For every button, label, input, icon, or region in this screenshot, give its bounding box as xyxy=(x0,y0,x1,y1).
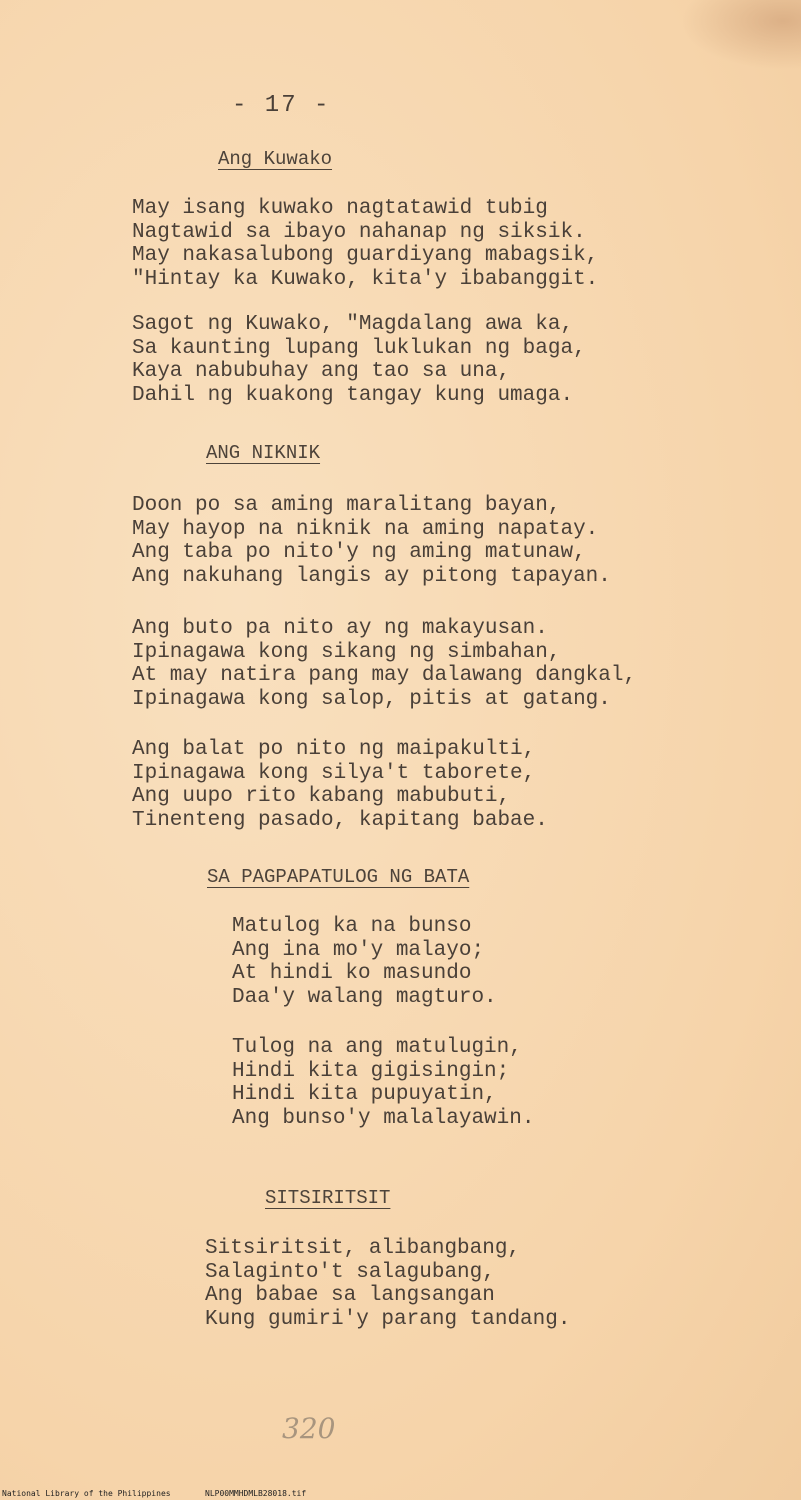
paper-stain xyxy=(681,0,801,70)
handwritten-page-number: 320 xyxy=(282,1412,336,1445)
poem-title-sa-pagpapatulog-ng-bata: SA PAGPAPATULOG NG BATA xyxy=(207,866,470,888)
verse-line: May hayop na niknik na aming napatay. xyxy=(132,517,599,541)
poem-2-stanza-2 xyxy=(132,617,636,711)
poem-2-stanza-1 xyxy=(132,494,611,588)
verse-line: Nagtawid sa ibayo nahanap ng siksik. xyxy=(132,220,586,244)
verse-line: Ang balat po nito ng maipakulti, xyxy=(132,738,536,761)
poem-1-stanza-2 xyxy=(132,313,586,407)
verse-line: Salaginto't salagubang, xyxy=(205,1260,495,1284)
verse-line: Hindi kita pupuyatin, xyxy=(232,1083,497,1106)
verse-line: Sitsiritsit, alibangbang, xyxy=(205,1237,521,1260)
poem-2-stanza-3 xyxy=(132,738,548,832)
verse-line: At may natira pang may dalawang dangkal, xyxy=(132,664,637,687)
verse-line: Ipinagawa kong silya't taborete, xyxy=(132,761,536,785)
page-number: - 17 - xyxy=(232,92,331,119)
verse-line: Tulog na ang matulugin, xyxy=(232,1036,522,1059)
verse-line: Kung gumiri'y parang tandang. xyxy=(205,1307,571,1331)
verse-line: Kaya nabubuhay ang tao sa una, xyxy=(132,360,511,383)
verse-line: Hindi kita gigisingin; xyxy=(232,1059,510,1083)
verse-line: Ang buto pa nito ay ng makayusan. xyxy=(132,617,548,640)
footer-library-name: National Library of the Philippines xyxy=(2,1489,171,1498)
verse-line: May isang kuwako nagtatawid tubig xyxy=(132,197,548,220)
verse-line: Tinenteng pasado, kapitang babae. xyxy=(132,808,548,832)
poem-title-ang-kuwako: Ang Kuwako xyxy=(218,148,333,170)
verse-line: Ang ina mo'y malayo; xyxy=(232,938,485,962)
verse-line: Ang babae sa langsangan xyxy=(205,1284,495,1307)
verse-line: Sagot ng Kuwako, "Magdalang awa ka, xyxy=(132,313,574,336)
verse-line: Daa'y walang magturo. xyxy=(232,985,497,1009)
verse-line: Dahil ng kuakong tangay kung umaga. xyxy=(132,383,574,407)
poem-title-ang-niknik: ANG NIKNIK xyxy=(206,442,321,464)
verse-line: Ipinagawa kong sikang ng simbahan, xyxy=(132,640,561,664)
poem-1-stanza-1 xyxy=(132,197,598,291)
poem-3-stanza-2 xyxy=(232,1036,534,1130)
verse-line: Doon po sa aming maralitang bayan, xyxy=(132,494,561,517)
verse-line: Ang uupo rito kabang mabubuti, xyxy=(132,785,511,808)
poem-3-stanza-1 xyxy=(232,915,497,1009)
verse-line: Ang taba po nito'y ng aming matunaw, xyxy=(132,541,586,564)
poem-title-sitsiritsit: SITSIRITSIT xyxy=(265,1187,391,1209)
verse-line: Ang bunso'y malalayawin. xyxy=(232,1106,535,1130)
poem-4-stanza-1 xyxy=(205,1237,570,1331)
footer-file-name: NLP00MMHDMLB28018.tif xyxy=(205,1489,307,1498)
verse-line: At hindi ko masundo xyxy=(232,962,472,985)
verse-line: "Hintay ka Kuwako, kita'y ibabanggit. xyxy=(132,267,599,291)
verse-line: Matulog ka na bunso xyxy=(232,915,472,938)
verse-line: Ipinagawa kong salop, pitis at gatang. xyxy=(132,687,611,711)
verse-line: Ang nakuhang langis ay pitong tapayan. xyxy=(132,564,611,588)
verse-line: May nakasalubong guardiyang mabagsik, xyxy=(132,244,599,267)
verse-line: Sa kaunting lupang luklukan ng baga, xyxy=(132,336,586,360)
